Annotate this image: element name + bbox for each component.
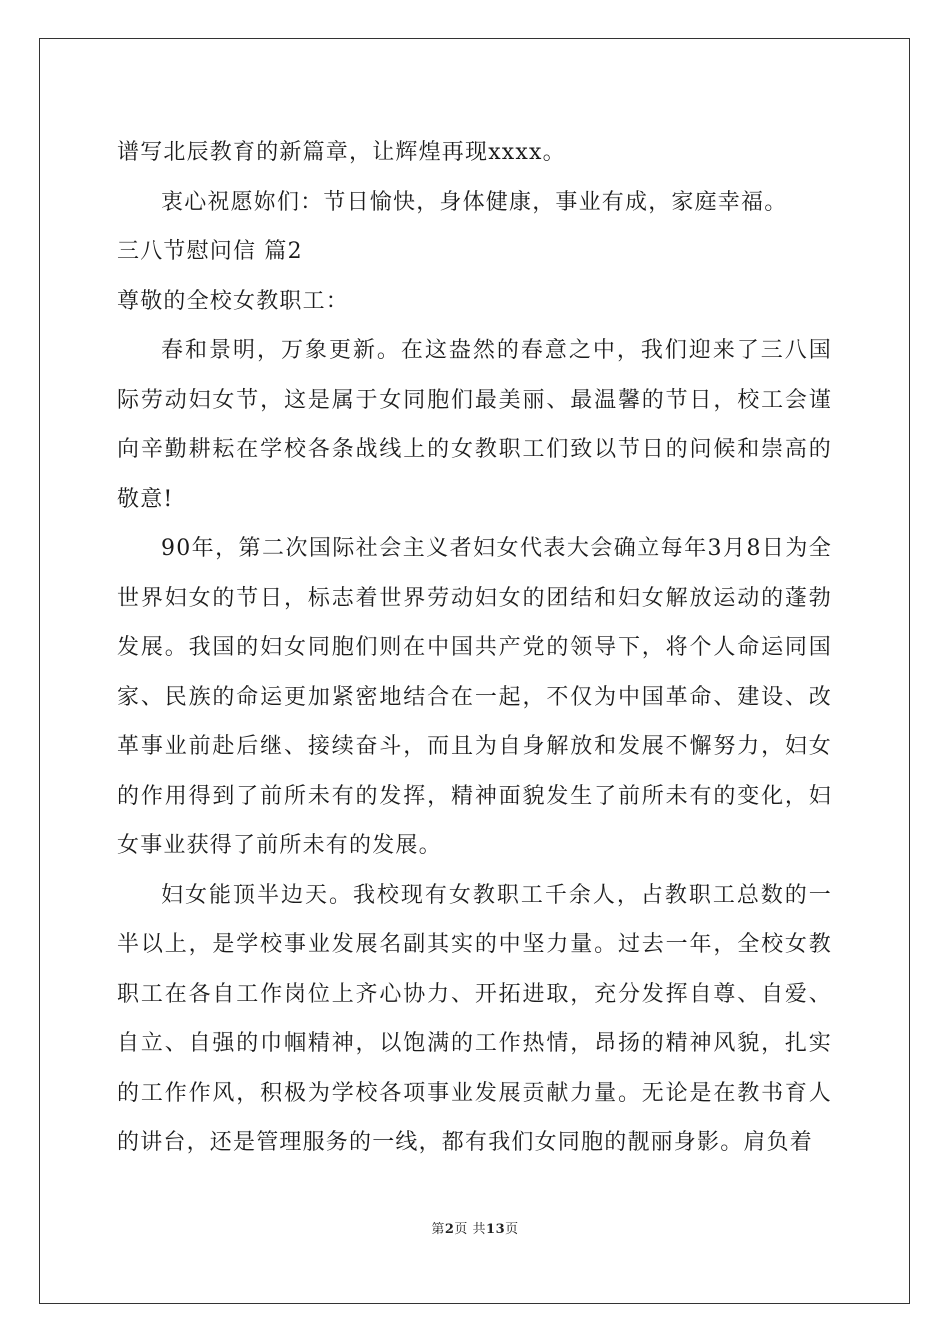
- footer-suffix: 页: [505, 1222, 519, 1237]
- footer-total-pages: 13: [486, 1222, 506, 1237]
- continuation-line: 谱写北辰教育的新篇章，让辉煌再现xxxx。: [117, 140, 566, 165]
- paragraph-3: 妇女能顶半边天。我校现有女教职工千余人，占教职工总数的一半以上，是学校事业发展名副其实的中坚力量。过去一年，全校女教职工在各自工作岗位上齐心协力、开拓进取，充分发挥自尊、自爱、自立、自强的巾帼精神，以饱满的工作热情，昂扬的精神风貌，扎实的工作作风，积极为学校各项事业发展贡献力量。无论是在教书育人的讲台，还是管理服务的一线，都有我们女同胞的靓丽身影。肩负着: [117, 882, 832, 1155]
- paragraph-1: 春和景明，万象更新。在这盎然的春意之中，我们迎来了三八国际劳动妇女节，这是属于女同胞们最美丽、最温馨的节日，校工会谨向辛勤耕耘在学校各条战线上的女教职工们致以节日的问候和崇高的敬意!: [117, 338, 832, 512]
- document-body: [117, 128, 832, 1168]
- footer-page-number: 2: [444, 1222, 455, 1237]
- wish-line: 衷心祝愿妳们：节日愉快，身体健康，事业有成，家庭幸福。: [161, 189, 788, 215]
- footer-mid: 页 共: [454, 1222, 487, 1237]
- footer-prefix: 第: [431, 1222, 445, 1237]
- salutation: 尊敬的全校女教职工：: [117, 288, 350, 314]
- section-title: 三八节慰问信 篇2: [117, 239, 303, 264]
- page-footer: [0, 1218, 950, 1237]
- paragraph-2: 90年，第二次国际社会主义者妇女代表大会确立每年3月8日为全世界妇女的节日，标志着世界劳动妇女的团结和妇女解放运动的蓬勃发展。我国的妇女同胞们则在中国共产党的领导下，将个人命运同国家、民族的命运更加紧密地结合在一起，不仅为中国革命、建设、改革事业前赴后继、接续奋斗，而且为自身解放和发展不懈努力，妇女的作用得到了前所未有的发挥，精神面貌发生了前所未有的变化，妇女事业获得了前所未有的发展。: [117, 536, 832, 858]
